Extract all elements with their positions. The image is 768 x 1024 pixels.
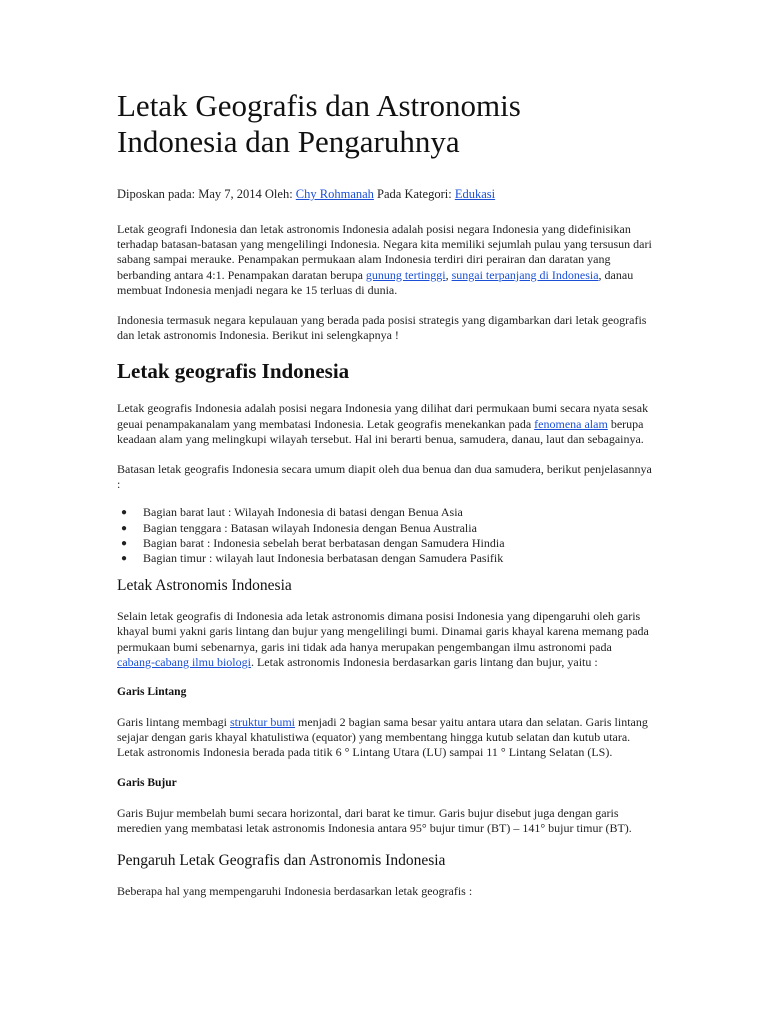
posted-label: Diposkan pada: May 7, 2014 Oleh:: [117, 187, 296, 201]
section-heading-letak-geografis: Letak geografis Indonesia: [117, 359, 350, 384]
list-item-text: Bagian barat laut : Wilayah Indonesia di batasi dengan Benua Asia: [143, 505, 463, 520]
garis-bujur-paragraph: Garis Bujur membelah bumi secara horizontal, dari barat ke timur. Garis bujur disebut juga dengan garis meredien yang membatasi letak astronomis Indonesia antara 95° bujur timur (BT) – 141° bujur timur (BT).: [117, 805, 632, 835]
category-link[interactable]: Edukasi: [454, 187, 496, 201]
article-body: [117, 88, 652, 914]
list-item-text: Bagian timur : wilayah laut Indonesia berbatasan dengan Samudera Pasifik: [143, 551, 504, 566]
link-cabang-ilmu-biologi[interactable]: cabang-cabang ilmu biologi: [117, 654, 251, 669]
link-fenomena-alam[interactable]: fenomena alam: [534, 416, 608, 431]
bullet-icon: ●: [121, 537, 128, 549]
subheading-garis-lintang: Garis Lintang: [117, 686, 187, 699]
subheading-garis-bujur: Garis Bujur: [117, 776, 177, 789]
geografis-text-1: Letak geografis Indonesia adalah posisi negara Indonesia yang dilihat dari permukaan bumi secara nyata sesak geuai penampakanalam yang membatasi Indonesia. Letak geografis menekankan pada: [117, 401, 649, 431]
article-title: [117, 88, 652, 160]
geografis-paragraph-2: Batasan letak geografis Indonesia secara umum diapit oleh dua benua dan dua samudera, berikut penjelasannya :: [117, 462, 652, 492]
intro-text-3: , danau membuat Indonesia menjadi negara ke 15 terluas di dunia.: [117, 267, 634, 297]
bullet-icon: ●: [121, 507, 128, 519]
list-item: [117, 521, 652, 536]
post-meta: [117, 186, 652, 202]
author-link[interactable]: Chy Rohmanah: [295, 187, 374, 201]
boundary-list: [117, 505, 652, 566]
garis-lintang-paragraph: [117, 715, 652, 761]
list-item-text: Bagian tenggara : Batasan wilayah Indonesia dengan Benua Australia: [143, 520, 477, 535]
list-item: [117, 551, 652, 566]
intro-text-2: ,: [445, 267, 452, 282]
astronomis-paragraph-1: [117, 609, 652, 670]
garis-lintang-text-2: menjadi 2 bagian sama besar yaitu antara utara dan selatan. Garis lintang sejajar dengan garis khayal khatulistiwa (equator) yang membentang hingga kutub selatan dan kutub utara. Letak astronomis Indonesia berada pada titik 6 ° Lintang Utara (LU) sampai 11 ° Lintang Selatan (LS).: [117, 715, 648, 760]
link-sungai-terpanjang[interactable]: sungai terpanjang di Indonesia: [451, 267, 599, 282]
list-item: [117, 505, 652, 520]
bullet-icon: ●: [121, 553, 128, 565]
intro-paragraph: [117, 222, 652, 298]
article-title-line1: Letak Geografis dan Astronomis: [117, 88, 521, 123]
astronomis-text-1: Selain letak geografis di Indonesia ada letak astronomis dimana posisi Indonesia yang dipengaruhi oleh garis khayal bumi yakni garis lintang dan bujur yang mengelilingi bumi. Dinamai garis khayal karena memang pada permukaan bumi sebenarnya, garis ini tidak ada hanya merupakan pengembangan ilmu astronomi pada: [117, 609, 649, 654]
section-heading-letak-astronomis: Letak Astronomis Indonesia: [117, 577, 292, 595]
section-heading-pengaruh: Pengaruh Letak Geografis dan Astronomis Indonesia: [117, 852, 446, 870]
intro-paragraph-2: Indonesia termasuk negara kepulauan yang berada pada posisi strategis yang digambarkan dari letak geografis dan letak astronomis Indonesia. Berikut ini selengkapnya !: [117, 313, 647, 343]
link-struktur-bumi[interactable]: struktur bumi: [229, 715, 295, 730]
intro-text-1: Letak geografi Indonesia dan letak astronomis Indonesia adalah posisi negara Indonesia yang didefinisikan terhadap batasan-batasan yang mengelilingi Indonesia. Negara kita memiliki sejumlah pulau yang tersusun dari sabang sampai merauke. Penampakan permukaan alam Indonesia terdiri diri perairan dan daratan yang berbanding antara 4:1. Penampakan daratan berupa: [117, 222, 652, 282]
geografis-paragraph-1: [117, 401, 652, 447]
astronomis-text-2: . Letak astronomis Indonesia berdasarkan garis lintang dan bujur, yaitu :: [250, 654, 598, 669]
article-title-line2: Indonesia dan Pengaruhnya: [117, 124, 460, 159]
category-label: Pada Kategori:: [373, 187, 455, 201]
link-gunung-tertinggi[interactable]: gunung tertinggi: [365, 267, 446, 282]
geografis-text-2: berupa keadaan alam yang melingkupi wilayah tersebut. Hal ini berarti benua, samudera, danau, laut dan sebagainya.: [117, 416, 644, 446]
bullet-icon: ●: [121, 522, 128, 534]
list-item: [117, 536, 652, 551]
garis-lintang-text-1: Garis lintang membagi: [117, 715, 230, 730]
pengaruh-paragraph: Beberapa hal yang mempengaruhi Indonesia berdasarkan letak geografis :: [117, 884, 473, 899]
list-item-text: Bagian barat : Indonesia sebelah berat berbatasan dengan Samudera Hindia: [143, 535, 505, 550]
